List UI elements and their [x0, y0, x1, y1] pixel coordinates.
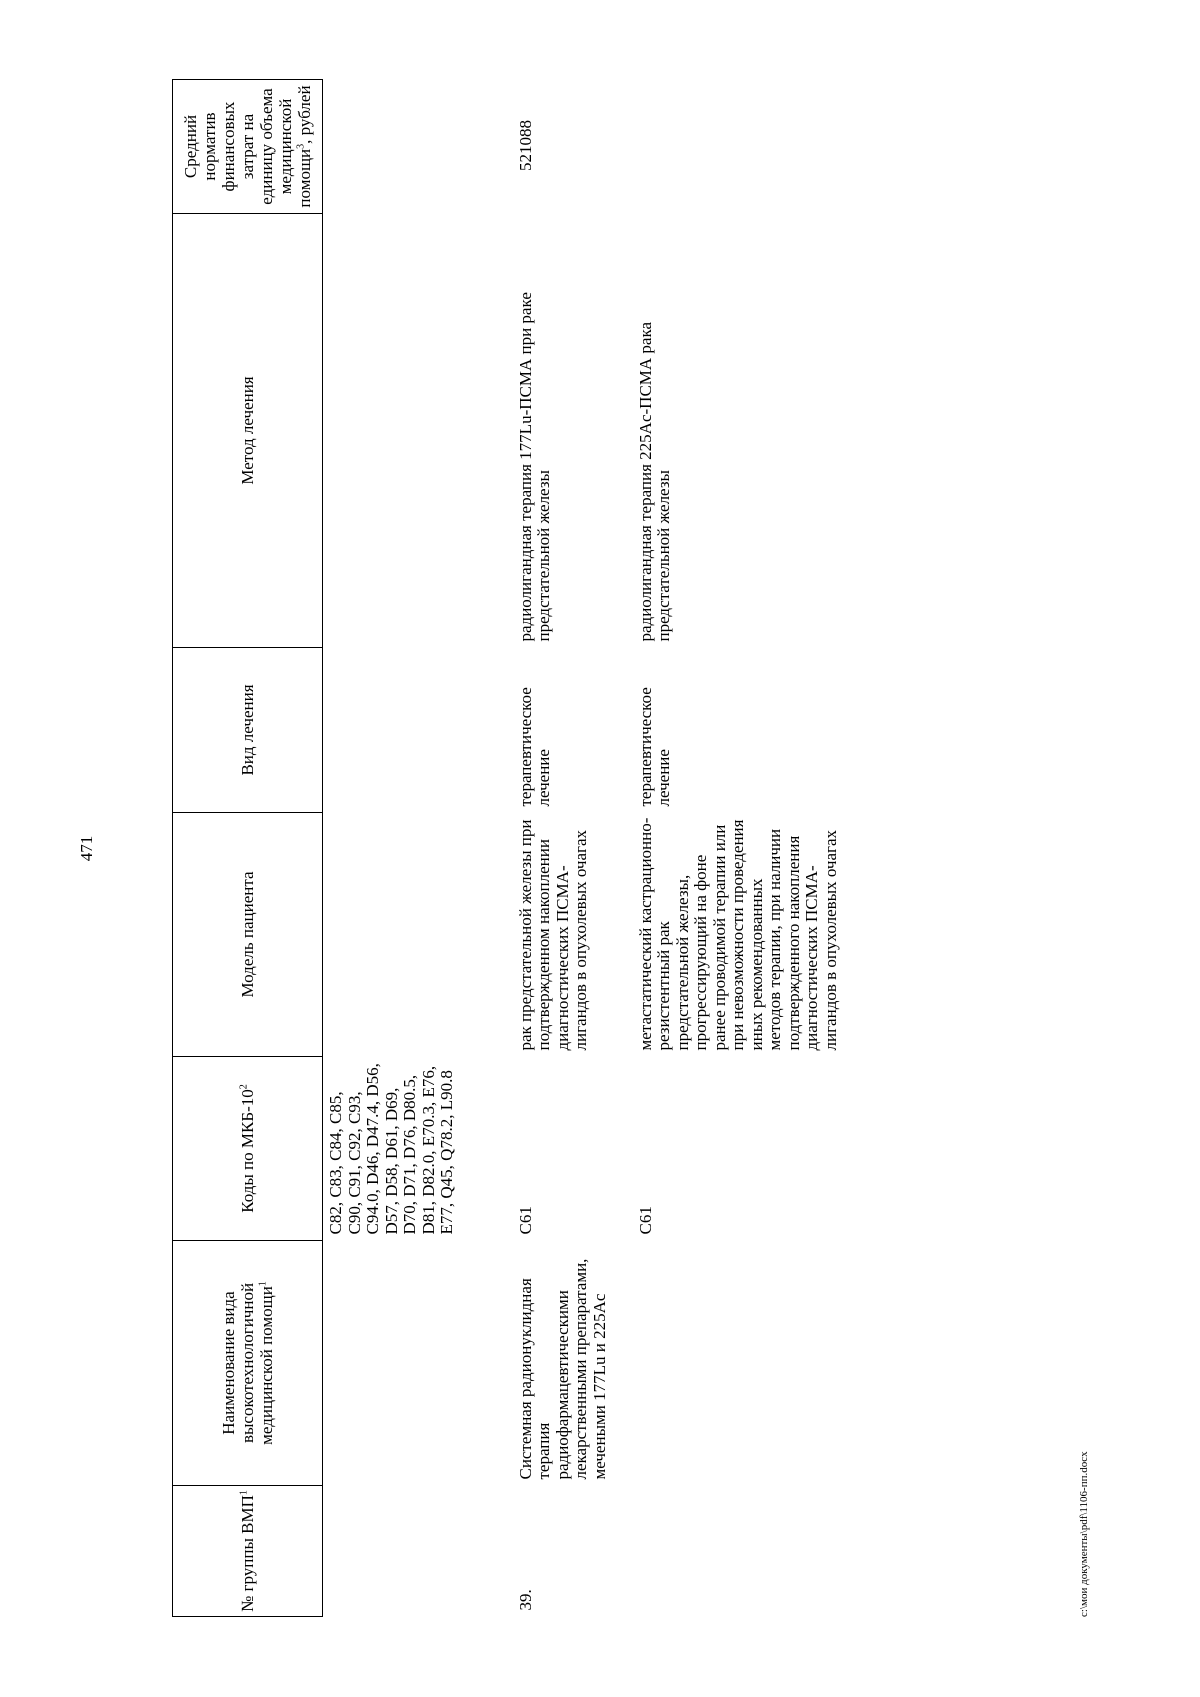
cell-treatment-type — [323, 648, 513, 813]
cell-patient-model: рак предстательной железы при подтвержденном накоплении диагностических ПСМА-лигандов в опухолевых очагах — [515, 819, 590, 1051]
cell-name — [633, 1241, 853, 1486]
header-cost: Средний норматив финансовых затрат на единицу объема медицинской помощи$^3$, рублей — [173, 80, 323, 214]
cell-name: Системная радионуклидная терапия радиофармацевтическими лекарственными препаратами, мечеными 177Lu и 225Ac — [515, 1258, 609, 1480]
cell-group-no — [633, 1486, 853, 1617]
cell-name — [323, 1241, 513, 1486]
header-name: Наименование вида высокотехнологичной медицинской помощи$^1$ — [173, 1241, 323, 1486]
cell-codes: C61 — [635, 1206, 655, 1235]
cell-cost — [633, 80, 853, 214]
cell-treatment-method: радиолигандная терапия 225Ac-ПСМА рака предстательной железы — [635, 321, 673, 642]
cell-cost: 521088 — [515, 120, 535, 171]
header-group-no: № группы ВМП$^1$ — [173, 1486, 323, 1617]
cell-cost — [323, 80, 513, 214]
table-row — [513, 80, 633, 1617]
vmp-table — [172, 79, 853, 1617]
table-row — [633, 80, 853, 1617]
cell-treatment-method — [323, 214, 513, 648]
table-header-row — [173, 80, 323, 1617]
cell-codes: C61 — [515, 1206, 535, 1235]
page-number: 471 — [77, 835, 96, 862]
cell-codes: C82, C83, C84, C85, C90, C91, C92, C93, C94.0, D46, D47.4, D56, D57, D58, D61, D69, D70, D71, D76, D80.5, D81, D82.0, E70.3, E76, E77, Q45, Q78.2, L90.8 — [326, 1063, 456, 1235]
header-patient-model: Модель пациента — [173, 813, 323, 1057]
footer-file-path: c:\мои документы\pdf\1106-пп.docx — [1078, 1451, 1090, 1617]
cell-treatment-method: радиолигандная терапия 177Lu-ПСМА при раке предстательной железы — [515, 292, 553, 642]
header-treatment-method: Метод лечения — [173, 214, 323, 648]
cell-group-no: 39. — [515, 1589, 535, 1611]
table-row — [323, 80, 513, 1617]
header-treatment-type: Вид лечения — [173, 648, 323, 813]
header-codes: Коды по МКБ-$10^2$ — [173, 1057, 323, 1241]
cell-patient-model — [323, 813, 513, 1057]
cell-treatment-type: терапевтическое лечение — [515, 687, 553, 807]
cell-group-no — [323, 1486, 513, 1617]
cell-treatment-type: терапевтическое лечение — [635, 687, 673, 807]
cell-patient-model: метастатический кастрационно-резистентный рак предстательной железы, прогрессирующий на фоне ранее проводимой терапии или при невозможности проведения иных рекомендованных методов терапии, при наличии подтвержденного накопления диагностических ПСМА-лигандов в опухолевых очагах — [635, 817, 840, 1051]
